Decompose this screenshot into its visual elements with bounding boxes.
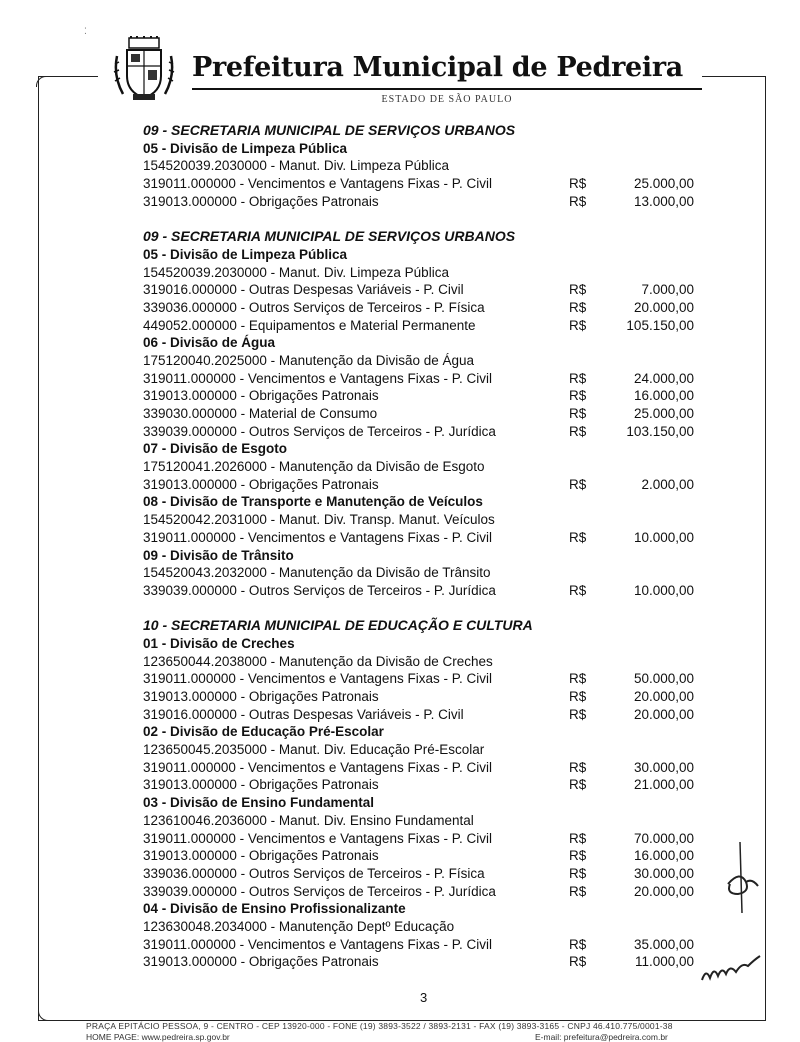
budget-allocation-list: [143, 122, 703, 971]
division-heading: [143, 635, 703, 653]
amount-value: 70.000,00: [633, 830, 694, 846]
line-description: 339030.000000 - Material de Consumo: [143, 406, 378, 421]
line-description: 05 - Divisão de Limpeza Pública: [143, 246, 348, 262]
currency-symbol: R$: [569, 388, 587, 404]
division-heading: [143, 723, 703, 741]
program-line: [143, 511, 703, 529]
program-line: [143, 741, 703, 759]
amount-value: 103.150,00: [626, 423, 694, 439]
division-heading: [143, 493, 703, 511]
line-description: 339039.000000 - Outros Serviços de Terceiros - P. Jurídica: [143, 582, 496, 598]
expense-line: [143, 423, 703, 441]
expense-line: [143, 706, 703, 724]
currency-symbol: R$: [569, 689, 587, 704]
margin-marks: ⁚: [84, 26, 87, 36]
program-line: [143, 264, 703, 282]
footer-address: PRAÇA EPITÁCIO PESSOA, 9 - CENTRO - CEP 13920-000 - FONE (19) 3893-3522 / 3893-2131 - FAX (19) 3893-3165 - CNPJ 46.410.775/0001-38: [86, 1021, 673, 1031]
signature-initials: [700, 950, 762, 990]
expense-line: [143, 582, 703, 600]
currency-symbol: R$: [569, 582, 587, 598]
frame-rule-top-right: [702, 76, 766, 77]
amount-value: 35.000,00: [633, 936, 694, 952]
amount-value: 7.000,00: [641, 282, 694, 298]
expense-line: [143, 317, 703, 335]
expense-line: [143, 476, 703, 494]
line-description: 319011.000000 - Vencimentos e Vantagens Fixas - P. Civil: [143, 671, 492, 687]
division-heading: [143, 547, 703, 565]
signature-mark: [722, 838, 762, 918]
program-line: [143, 653, 703, 671]
expense-line: [143, 405, 703, 423]
amount-value: 13.000,00: [633, 193, 694, 209]
footer-homepage: HOME PAGE: www.pedreira.sp.gov.br: [86, 1032, 230, 1042]
line-description: 05 - Divisão de Limpeza Pública: [143, 140, 348, 156]
expense-line: [143, 281, 703, 299]
line-description: 07 - Divisão de Esgoto: [143, 441, 288, 457]
footer-email: E-mail: prefeitura@pedreira.com.br: [535, 1032, 668, 1042]
line-description: 319016.000000 - Outras Despesas Variáveis - P. Civil: [143, 282, 464, 298]
line-description: 339039.000000 - Outros Serviços de Terceiros - P. Jurídica: [143, 883, 496, 899]
line-description: 154520039.2030000 - Manut. Div. Limpeza Pública: [143, 264, 449, 280]
program-line: [143, 352, 703, 370]
expense-line: [143, 529, 703, 547]
currency-symbol: R$: [569, 865, 587, 881]
title-underline: [192, 88, 702, 90]
currency-symbol: R$: [569, 883, 587, 899]
line-description: 319011.000000 - Vencimentos e Vantagens Fixas - P. Civil: [143, 830, 492, 846]
expense-line: [143, 175, 703, 193]
line-description: 09 - Divisão de Trânsito: [143, 547, 294, 563]
line-description: 08 - Divisão de Transporte e Manutenção de Veículos: [143, 494, 483, 510]
expense-line: [143, 387, 703, 405]
amount-value: 20.000,00: [633, 883, 694, 899]
program-line: [143, 564, 703, 582]
line-description: 319011.000000 - Vencimentos e Vantagens Fixas - P. Civil: [143, 759, 492, 775]
expense-line: [143, 759, 703, 777]
division-heading: [143, 246, 703, 264]
division-heading: [143, 140, 703, 158]
currency-symbol: R$: [569, 299, 587, 315]
currency-symbol: R$: [569, 370, 587, 386]
expense-line: [143, 193, 703, 211]
currency-symbol: R$: [569, 176, 587, 192]
expense-line: [143, 847, 703, 865]
program-line: [143, 458, 703, 476]
line-description: 339036.000000 - Outros Serviços de Terceiros - P. Física: [143, 865, 485, 881]
line-description: 319011.000000 - Vencimentos e Vantagens Fixas - P. Civil: [143, 176, 492, 192]
currency-symbol: R$: [569, 423, 587, 439]
amount-value: 25.000,00: [633, 176, 694, 192]
currency-symbol: R$: [569, 406, 587, 421]
expense-line: [143, 936, 703, 954]
line-description: 02 - Divisão de Educação Pré-Escolar: [143, 724, 384, 740]
amount-value: 21.000,00: [633, 777, 694, 793]
line-description: 449052.000000 - Equipamentos e Material Permanente: [143, 317, 476, 333]
line-description: 319013.000000 - Obrigações Patronais: [143, 388, 379, 404]
expense-line: [143, 883, 703, 901]
currency-symbol: R$: [569, 777, 587, 793]
line-description: 339039.000000 - Outros Serviços de Terceiros - P. Jurídica: [143, 423, 496, 439]
line-description: 154520039.2030000 - Manut. Div. Limpeza Pública: [143, 158, 449, 174]
spacer: [143, 600, 703, 618]
expense-line: [143, 299, 703, 317]
secretariat-heading: [143, 122, 703, 140]
expense-line: [143, 776, 703, 794]
frame-rule-right: [765, 76, 766, 1020]
currency-symbol: R$: [569, 193, 587, 209]
line-description: 319013.000000 - Obrigações Patronais: [143, 689, 379, 704]
division-heading: [143, 334, 703, 352]
amount-value: 20.000,00: [633, 706, 694, 722]
currency-symbol: R$: [569, 759, 587, 775]
line-description: 319013.000000 - Obrigações Patronais: [143, 848, 379, 864]
division-heading: [143, 900, 703, 918]
line-description: 319013.000000 - Obrigações Patronais: [143, 193, 379, 209]
currency-symbol: R$: [569, 954, 587, 970]
line-description: 154520043.2032000 - Manutenção da Divisão de Trânsito: [143, 565, 491, 581]
currency-symbol: R$: [569, 282, 587, 298]
line-description: 319016.000000 - Outras Despesas Variáveis - P. Civil: [143, 706, 464, 722]
currency-symbol: R$: [569, 317, 587, 333]
amount-value: 10.000,00: [633, 529, 694, 545]
line-description: 319013.000000 - Obrigações Patronais: [143, 777, 379, 793]
currency-symbol: R$: [569, 529, 587, 545]
line-description: 123650044.2038000 - Manutenção da Divisão de Creches: [143, 653, 493, 669]
line-description: 123650045.2035000 - Manut. Div. Educação Pré-Escolar: [143, 742, 485, 758]
program-line: [143, 918, 703, 936]
line-description: 319011.000000 - Vencimentos e Vantagens Fixas - P. Civil: [143, 529, 492, 545]
currency-symbol: R$: [569, 936, 587, 952]
page-number: 3: [420, 990, 428, 1005]
page-subtitle: ESTADO DE SÃO PAULO: [381, 94, 513, 105]
line-description: 319013.000000 - Obrigações Patronais: [143, 476, 379, 492]
amount-value: 24.000,00: [633, 370, 694, 386]
amount-value: 16.000,00: [633, 848, 694, 864]
frame-rule-top-left: [38, 76, 98, 77]
amount-value: 30.000,00: [633, 759, 694, 775]
currency-symbol: R$: [569, 830, 587, 846]
division-heading: [143, 440, 703, 458]
line-description: 09 - SECRETARIA MUNICIPAL DE SERVIÇOS URBANOS: [143, 122, 516, 138]
line-description: 04 - Divisão de Ensino Profissionalizante: [143, 901, 406, 917]
line-description: 319011.000000 - Vencimentos e Vantagens Fixas - P. Civil: [143, 370, 492, 386]
currency-symbol: R$: [569, 706, 587, 722]
spacer: [143, 210, 703, 228]
expense-line: [143, 953, 703, 971]
amount-value: 10.000,00: [633, 582, 694, 598]
amount-value: 20.000,00: [633, 299, 694, 315]
line-description: 339036.000000 - Outros Serviços de Terceiros - P. Física: [143, 299, 485, 315]
amount-value: 25.000,00: [633, 406, 694, 421]
line-description: 154520042.2031000 - Manut. Div. Transp. Manut. Veículos: [143, 512, 495, 528]
line-description: 09 - SECRETARIA MUNICIPAL DE SERVIÇOS URBANOS: [143, 228, 516, 245]
expense-line: [143, 865, 703, 883]
line-description: 319011.000000 - Vencimentos e Vantagens Fixas - P. Civil: [143, 936, 492, 952]
expense-line: [143, 670, 703, 688]
secretariat-heading: [143, 617, 703, 635]
division-heading: [143, 794, 703, 812]
secretariat-heading: [143, 228, 703, 246]
amount-value: 16.000,00: [633, 388, 694, 404]
amount-value: 20.000,00: [633, 689, 694, 704]
program-line: [143, 157, 703, 175]
amount-value: 11.000,00: [634, 954, 694, 970]
line-description: 123630048.2034000 - Manutenção Deptº Educação: [143, 918, 455, 934]
line-description: 10 - SECRETARIA MUNICIPAL DE EDUCAÇÃO E CULTURA: [143, 617, 533, 634]
line-description: 03 - Divisão de Ensino Fundamental: [143, 795, 375, 811]
amount-value: 2.000,00: [641, 476, 694, 492]
expense-line: [143, 370, 703, 388]
line-description: 319013.000000 - Obrigações Patronais: [143, 954, 379, 970]
currency-symbol: R$: [569, 848, 587, 864]
line-description: 06 - Divisão de Água: [143, 335, 276, 351]
line-description: 175120040.2025000 - Manutenção da Divisão de Água: [143, 352, 475, 368]
currency-symbol: R$: [569, 671, 587, 687]
expense-line: [143, 830, 703, 848]
amount-value: 105.150,00: [626, 317, 694, 333]
line-description: 175120041.2026000 - Manutenção da Divisão de Esgoto: [143, 459, 485, 475]
line-description: 123610046.2036000 - Manut. Div. Ensino Fundamental: [143, 812, 474, 828]
line-description: 01 - Divisão de Creches: [143, 635, 295, 651]
program-line: [143, 812, 703, 830]
currency-symbol: R$: [569, 476, 587, 492]
coat-of-arms-icon: [113, 36, 175, 102]
amount-value: 50.000,00: [633, 671, 694, 687]
expense-line: [143, 688, 703, 706]
frame-rule-left: [38, 76, 39, 1020]
amount-value: 30.000,00: [633, 865, 694, 881]
page-title: Prefeitura Municipal de Pedreira: [192, 52, 683, 83]
